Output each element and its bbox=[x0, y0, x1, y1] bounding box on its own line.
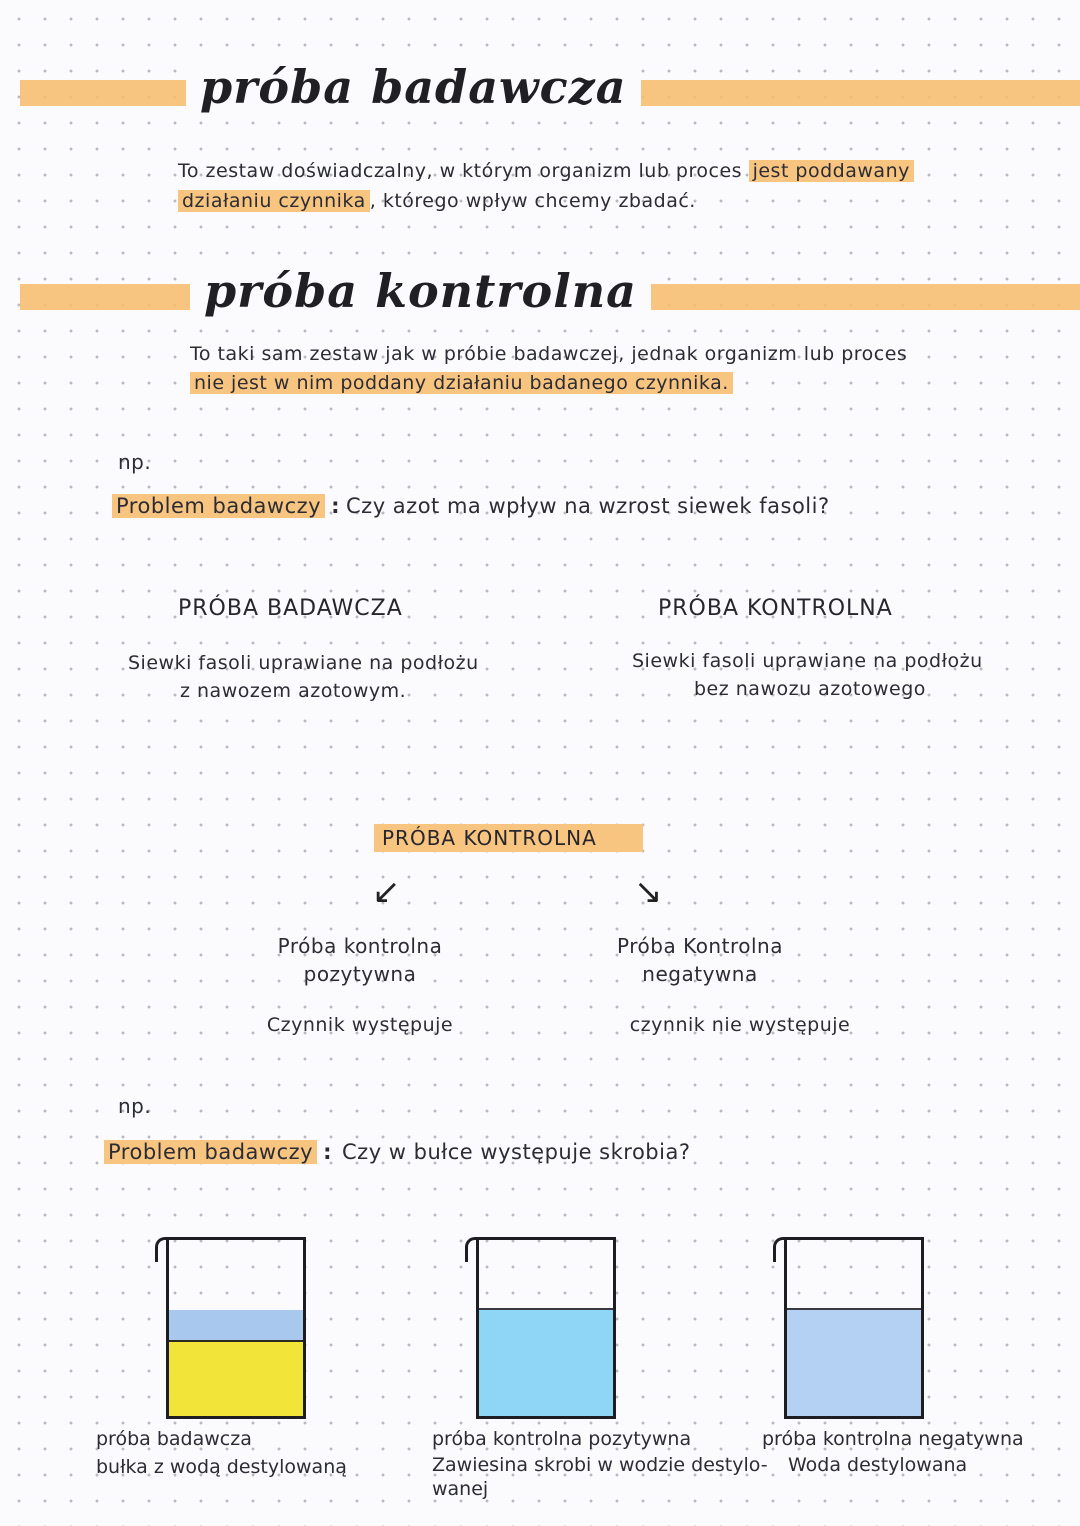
beaker-proba-kontrolna-pozytywna bbox=[476, 1240, 616, 1419]
beaker2-desc1: Zawiesina skrobi w wodzie destylo- bbox=[432, 1454, 768, 1476]
problem-text: Czy azot ma wpływ na wzrost siewek fasoli? bbox=[346, 494, 830, 518]
section-title-proba-kontrolna: próba kontrolna bbox=[190, 264, 651, 318]
diagram-left-desc: Czynnik występuje bbox=[266, 1014, 454, 1036]
problem-label: Problem badawczy bbox=[112, 494, 325, 518]
beaker-proba-kontrolna-negatywna bbox=[784, 1240, 924, 1419]
arrow-down-right-icon: ↘ bbox=[634, 872, 663, 912]
diagram-root bbox=[374, 826, 643, 850]
title-band-right-1 bbox=[640, 80, 1080, 106]
research-problem-2 bbox=[104, 1140, 690, 1164]
example1-left-line1: Siewki fasoli uprawiane na podłożu bbox=[128, 652, 479, 674]
problem-label: Problem badawczy bbox=[104, 1140, 317, 1164]
title-band-left-2 bbox=[20, 284, 200, 310]
diagram-right-title2: negatywna bbox=[642, 962, 758, 986]
diagram-left-title2: pozytywna bbox=[303, 962, 417, 986]
definition-text: , którego wpływ chcemy zbadać. bbox=[369, 190, 696, 212]
heading-proba-badawcza: PRÓBA BADAWCZA bbox=[178, 596, 403, 621]
example-label-1: np. bbox=[118, 450, 152, 474]
example1-right-line2: bez nawozu azotowego bbox=[694, 678, 926, 700]
problem-text: Czy w bułce występuje skrobia? bbox=[342, 1140, 691, 1164]
research-problem-1 bbox=[112, 494, 830, 518]
highlight-text: jest poddawany bbox=[749, 160, 914, 182]
definition-badawcza-line1 bbox=[178, 160, 914, 182]
liquid-bread-layer bbox=[169, 1340, 303, 1416]
diagram-right-title1: Próba Kontrolna bbox=[617, 934, 783, 958]
problem-separator: : bbox=[323, 1140, 333, 1164]
definition-kontrolna-line2 bbox=[190, 372, 733, 394]
heading-proba-kontrolna: PRÓBA KONTROLNA bbox=[658, 596, 893, 621]
diagram-left-title1: Próba kontrolna bbox=[277, 934, 443, 958]
title-band-right-2 bbox=[640, 284, 1080, 310]
example1-left-line2: z nawozem azotowym. bbox=[180, 680, 407, 702]
section-title-proba-badawcza: próba badawcza bbox=[186, 60, 641, 114]
beaker-proba-badawcza bbox=[166, 1240, 306, 1419]
definition-badawcza-line2 bbox=[178, 190, 696, 212]
definition-text: To zestaw doświadczalny, w którym organizm lub proces bbox=[178, 160, 749, 182]
beaker2-desc2: wanej bbox=[432, 1478, 489, 1500]
beaker3-title: próba kontrolna negatywna bbox=[762, 1428, 1024, 1450]
highlight-text: nie jest w nim poddany działaniu badanego czynnika. bbox=[190, 372, 733, 394]
liquid-starch-suspension bbox=[479, 1308, 613, 1416]
diagram-root-label: PRÓBA KONTROLNA bbox=[374, 824, 643, 852]
problem-separator: : bbox=[331, 494, 341, 518]
highlight-text: działaniu czynnika bbox=[178, 190, 370, 212]
title-band-left-1 bbox=[20, 80, 200, 106]
example-label-2: np. bbox=[118, 1094, 152, 1118]
arrow-down-left-icon: ↙ bbox=[372, 872, 401, 912]
example1-right-line1: Siewki fasoli uprawiane na podłożu bbox=[632, 650, 983, 672]
liquid-distilled-water bbox=[787, 1308, 921, 1416]
beaker1-title: próba badawcza bbox=[96, 1428, 252, 1450]
diagram-right-desc: czynnik nie występuje bbox=[629, 1014, 851, 1036]
beaker2-title: próba kontrolna pozytywna bbox=[432, 1428, 692, 1450]
beaker3-desc: Woda destylowana bbox=[788, 1454, 968, 1476]
beaker1-desc: bułka z wodą destylowaną bbox=[96, 1456, 347, 1478]
definition-kontrolna-line1: To taki sam zestaw jak w próbie badawczej, jednak organizm lub proces bbox=[190, 343, 908, 365]
